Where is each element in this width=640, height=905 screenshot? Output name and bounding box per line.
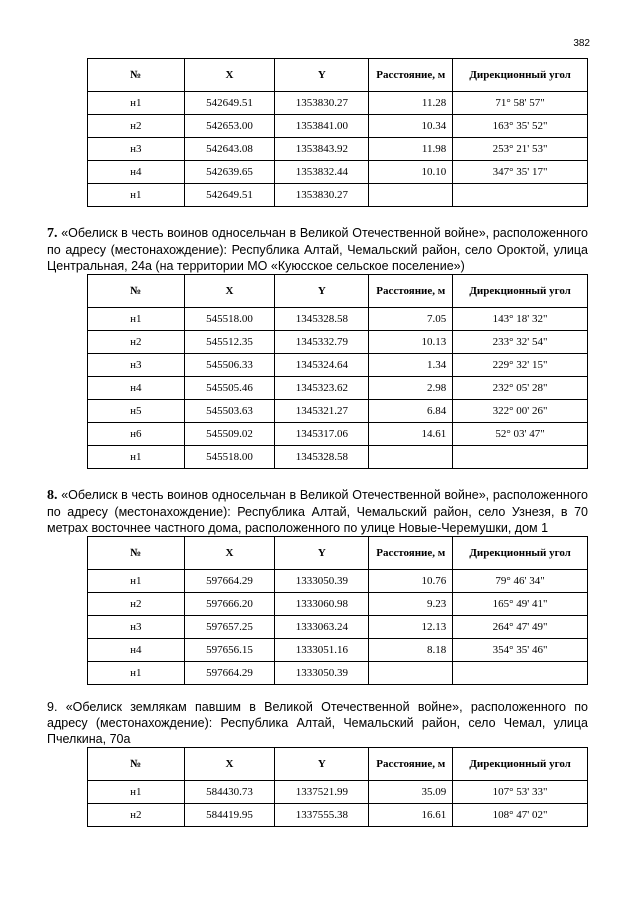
- table-cell: 79° 46' 34": [453, 570, 588, 593]
- table-cell: 1333060.98: [275, 593, 369, 616]
- section-9-text: [47, 699, 588, 747]
- table-cell: 165° 49' 41": [453, 593, 588, 616]
- column-header: Расстояние, м: [369, 59, 453, 92]
- table-row: [88, 308, 588, 331]
- table-cell: [369, 662, 453, 685]
- table-cell: 1337521.99: [275, 781, 369, 804]
- column-header: Y: [275, 59, 369, 92]
- table-row: [88, 423, 588, 446]
- column-header: Y: [275, 537, 369, 570]
- table-cell: 545509.02: [184, 423, 275, 446]
- table-cell: 584430.73: [184, 781, 275, 804]
- table-cell: н1: [88, 662, 185, 685]
- table-slot: [47, 58, 588, 207]
- table-row: [88, 354, 588, 377]
- column-header: №: [88, 748, 185, 781]
- table-cell: н1: [88, 92, 185, 115]
- table-cell: н3: [88, 616, 185, 639]
- table-cell: н1: [88, 781, 185, 804]
- table-cell: 1333051.16: [275, 639, 369, 662]
- column-header: Расстояние, м: [369, 748, 453, 781]
- table-cell: н3: [88, 354, 185, 377]
- table-row: [88, 377, 588, 400]
- column-header: Дирекционный угол: [453, 275, 588, 308]
- coordinates-table: [87, 747, 588, 827]
- column-header: Расстояние, м: [369, 537, 453, 570]
- table-row: [88, 92, 588, 115]
- column-header: №: [88, 275, 185, 308]
- column-header: Y: [275, 275, 369, 308]
- column-header: Дирекционный угол: [453, 59, 588, 92]
- table-cell: 1333050.39: [275, 662, 369, 685]
- table-cell: 11.98: [369, 138, 453, 161]
- table-cell: 10.13: [369, 331, 453, 354]
- table-header-row: [88, 275, 588, 308]
- table-cell: 8.18: [369, 639, 453, 662]
- table-cell: н2: [88, 804, 185, 827]
- section-number: 7.: [47, 226, 58, 241]
- column-header: X: [184, 748, 275, 781]
- column-header: Дирекционный угол: [453, 537, 588, 570]
- table-cell: н1: [88, 184, 185, 207]
- table-cell: 107° 53' 33": [453, 781, 588, 804]
- table-header-row: [88, 748, 588, 781]
- table-cell: 1.34: [369, 354, 453, 377]
- table-cell: [453, 184, 588, 207]
- table-cell: 9.23: [369, 593, 453, 616]
- table-cell: 545518.00: [184, 446, 275, 469]
- table-cell: 597666.20: [184, 593, 275, 616]
- table-cell: 253° 21' 53": [453, 138, 588, 161]
- column-header: Расстояние, м: [369, 275, 453, 308]
- table-row: [88, 781, 588, 804]
- table-cell: н4: [88, 377, 185, 400]
- table-cell: н2: [88, 115, 185, 138]
- table-cell: 354° 35' 46": [453, 639, 588, 662]
- section-description: «Обелиск землякам павшим в Великой Отечественной войне», расположенного по адресу (местонахождение): Республика Алтай, Чемальский район, село Чемал, улица Пчелкина, 70а: [47, 700, 588, 746]
- table-cell: 584419.95: [184, 804, 275, 827]
- table-cell: 1333050.39: [275, 570, 369, 593]
- column-header: №: [88, 59, 185, 92]
- table-cell: 1353841.00: [275, 115, 369, 138]
- table-cell: н1: [88, 570, 185, 593]
- page-number: 382: [573, 38, 590, 49]
- table-cell: [453, 446, 588, 469]
- document-body: [47, 58, 588, 827]
- table-cell: 1333063.24: [275, 616, 369, 639]
- table-row: [88, 161, 588, 184]
- table-cell: [369, 446, 453, 469]
- table-cell: 597664.29: [184, 570, 275, 593]
- table-cell: 1353830.27: [275, 92, 369, 115]
- column-header: X: [184, 275, 275, 308]
- table-row: [88, 662, 588, 685]
- section-number: 8.: [47, 488, 58, 503]
- section-7-text: [47, 225, 588, 274]
- table-cell: 1345328.58: [275, 446, 369, 469]
- table-cell: н4: [88, 161, 185, 184]
- table-cell: н4: [88, 639, 185, 662]
- table-cell: 545503.63: [184, 400, 275, 423]
- table-cell: 542649.51: [184, 184, 275, 207]
- table-cell: 233° 32' 54": [453, 331, 588, 354]
- table-cell: 322° 00' 26": [453, 400, 588, 423]
- table-row: [88, 639, 588, 662]
- coordinates-table: [87, 58, 588, 207]
- table-cell: 108° 47' 02": [453, 804, 588, 827]
- table-cell: 12.13: [369, 616, 453, 639]
- table-cell: 1353843.92: [275, 138, 369, 161]
- table-cell: 545518.00: [184, 308, 275, 331]
- table-cell: 1345328.58: [275, 308, 369, 331]
- table-row: [88, 616, 588, 639]
- table-cell: 545505.46: [184, 377, 275, 400]
- table-header-row: [88, 59, 588, 92]
- column-header: X: [184, 537, 275, 570]
- table-cell: 542639.65: [184, 161, 275, 184]
- table-cell: 14.61: [369, 423, 453, 446]
- table-row: [88, 804, 588, 827]
- section-description: «Обелиск в честь воинов односельчан в Великой Отечественной войне», расположенного по адресу (местонахождение): Республика Алтай, Чемальский район, село Узнезя, в 70 метрах восточнее частного дома, расположенного по улице Новые-Черемушки, дом 1: [47, 488, 588, 535]
- table-cell: н1: [88, 446, 185, 469]
- table-cell: н3: [88, 138, 185, 161]
- table-cell: 545512.35: [184, 331, 275, 354]
- table-cell: 1353830.27: [275, 184, 369, 207]
- table-cell: 597664.29: [184, 662, 275, 685]
- table-cell: 347° 35' 17": [453, 161, 588, 184]
- table-row: [88, 331, 588, 354]
- table-cell: 11.28: [369, 92, 453, 115]
- table-header-row: [88, 537, 588, 570]
- table-cell: 10.10: [369, 161, 453, 184]
- column-header: X: [184, 59, 275, 92]
- table-cell: 229° 32' 15": [453, 354, 588, 377]
- table-cell: [453, 662, 588, 685]
- table-cell: 163° 35' 52": [453, 115, 588, 138]
- table-cell: 1345332.79: [275, 331, 369, 354]
- column-header: №: [88, 537, 185, 570]
- table-cell: н2: [88, 593, 185, 616]
- table-cell: 10.76: [369, 570, 453, 593]
- table-cell: н5: [88, 400, 185, 423]
- table-cell: 7.05: [369, 308, 453, 331]
- table-cell: 52° 03' 47": [453, 423, 588, 446]
- table-slot: [47, 747, 588, 827]
- table-cell: 143° 18' 32": [453, 308, 588, 331]
- table-cell: 1345321.27: [275, 400, 369, 423]
- table-cell: н1: [88, 308, 185, 331]
- table-cell: 1353832.44: [275, 161, 369, 184]
- table-row: [88, 184, 588, 207]
- table-row: [88, 593, 588, 616]
- table-row: [88, 570, 588, 593]
- section-description: «Обелиск в честь воинов односельчан в Великой Отечественной войне», расположенного по адресу (местонахождение): Республика Алтай, Чемальский район, село Ороктой, улица Центральная, 24а (на территории МО «Куюсское сельское поселение»): [47, 226, 588, 273]
- coordinates-table: [87, 274, 588, 469]
- table-cell: 1345317.06: [275, 423, 369, 446]
- table-cell: 1345324.64: [275, 354, 369, 377]
- table-row: [88, 138, 588, 161]
- table-cell: 6.84: [369, 400, 453, 423]
- table-cell: н6: [88, 423, 185, 446]
- table-cell: 10.34: [369, 115, 453, 138]
- table-cell: 35.09: [369, 781, 453, 804]
- table-cell: 1337555.38: [275, 804, 369, 827]
- table-cell: 597657.25: [184, 616, 275, 639]
- table-row: [88, 400, 588, 423]
- table-cell: н2: [88, 331, 185, 354]
- coordinates-table: [87, 536, 588, 685]
- table-cell: 2.98: [369, 377, 453, 400]
- table-cell: 542643.08: [184, 138, 275, 161]
- table-slot: [47, 536, 588, 685]
- table-cell: 71° 58' 57": [453, 92, 588, 115]
- table-cell: 232° 05' 28": [453, 377, 588, 400]
- table-row: [88, 446, 588, 469]
- table-cell: 1345323.62: [275, 377, 369, 400]
- section-8-text: [47, 487, 588, 536]
- table-slot: [47, 274, 588, 469]
- column-header: Дирекционный угол: [453, 748, 588, 781]
- table-row: [88, 115, 588, 138]
- column-header: Y: [275, 748, 369, 781]
- section-number: 9.: [47, 700, 58, 714]
- table-cell: 542649.51: [184, 92, 275, 115]
- table-cell: 597656.15: [184, 639, 275, 662]
- table-cell: 16.61: [369, 804, 453, 827]
- table-cell: 542653.00: [184, 115, 275, 138]
- table-cell: 545506.33: [184, 354, 275, 377]
- table-cell: 264° 47' 49": [453, 616, 588, 639]
- table-cell: [369, 184, 453, 207]
